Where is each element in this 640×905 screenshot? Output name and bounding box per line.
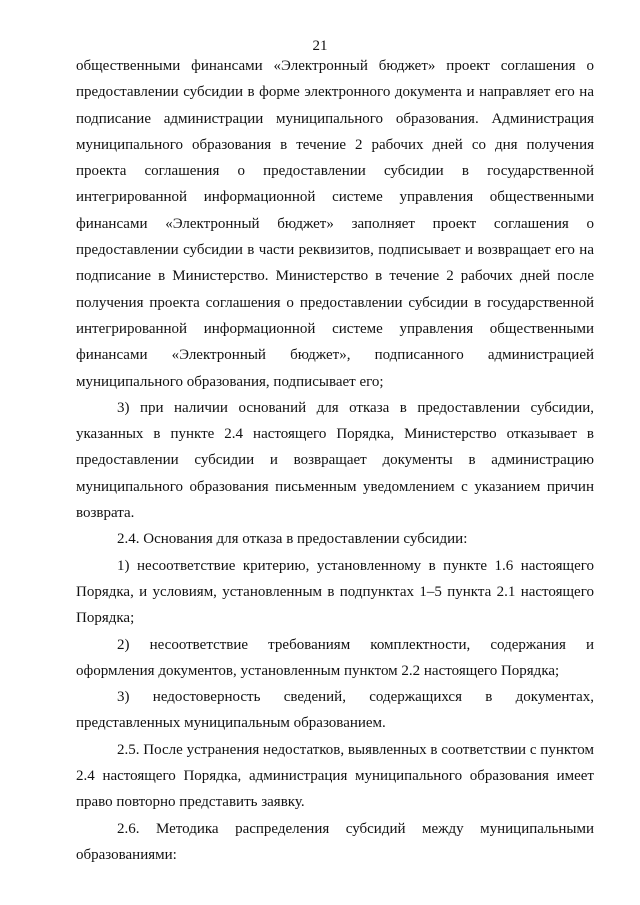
paragraph-2-4-item-1: 1) несоответствие критерию, установленному в пункте 1.6 настоящего Порядка, и условиям, установленным в подпунктах 1–5 пункта 2.1 настоящего Порядка; bbox=[76, 557, 594, 627]
page-number: 21 bbox=[312, 38, 328, 54]
paragraph-2-6: 2.6. Методика распределения субсидий между муниципальными образованиями: bbox=[76, 820, 594, 863]
paragraph-2-4-item-3: 3) недостоверность сведений, содержащихся в документах, представленных муниципальным образованием. bbox=[76, 689, 594, 732]
paragraph-2-4-heading: 2.4. Основания для отказа в предоставлении субсидии: bbox=[117, 531, 468, 548]
paragraph-2-4-item-2: 2) несоответствие требованиям комплектности, содержания и оформления документов, установленным пунктом 2.2 настоящего Порядка; bbox=[76, 636, 594, 679]
document-body bbox=[76, 53, 594, 868]
paragraph-2-5: 2.5. После устранения недостатков, выявленных в соответствии с пунктом 2.4 настоящего Порядка, администрация муниципального образования имеет право повторно представить заявку. bbox=[76, 741, 594, 811]
paragraph-item-3-refusal: 3) при наличии оснований для отказа в предоставлении субсидии, указанных в пункте 2.4 настоящего Порядка, Министерство отказывает в предоставлении субсидии и возвращает документы в администрацию муниципального образования письменным уведомлением с указанием причин возврата. bbox=[76, 399, 594, 522]
paragraph-continuation: общественными финансами «Электронный бюджет» проект соглашения о предоставлении субсидии в форме электронного документа и направляет его на подписание администрации муниципального образования. Администрация муниципального образования в течение 2 рабочих дней со дня получения проекта соглашения о предоставлении субсидии в государственной интегрированной информационной системе управления общественными финансами «Электронный бюджет» заполняет проект соглашения о предоставлении субсидии в части реквизитов, подписывает и возвращает его на подписание в Министерство. Министерство в течение 2 рабочих дней после получения проекта соглашения о предоставлении субсидии в государственной интегрированной информационной системе управления общественными финансами «Электронный бюджет», подписанного администрацией муниципального образования, подписывает его; bbox=[76, 58, 594, 390]
